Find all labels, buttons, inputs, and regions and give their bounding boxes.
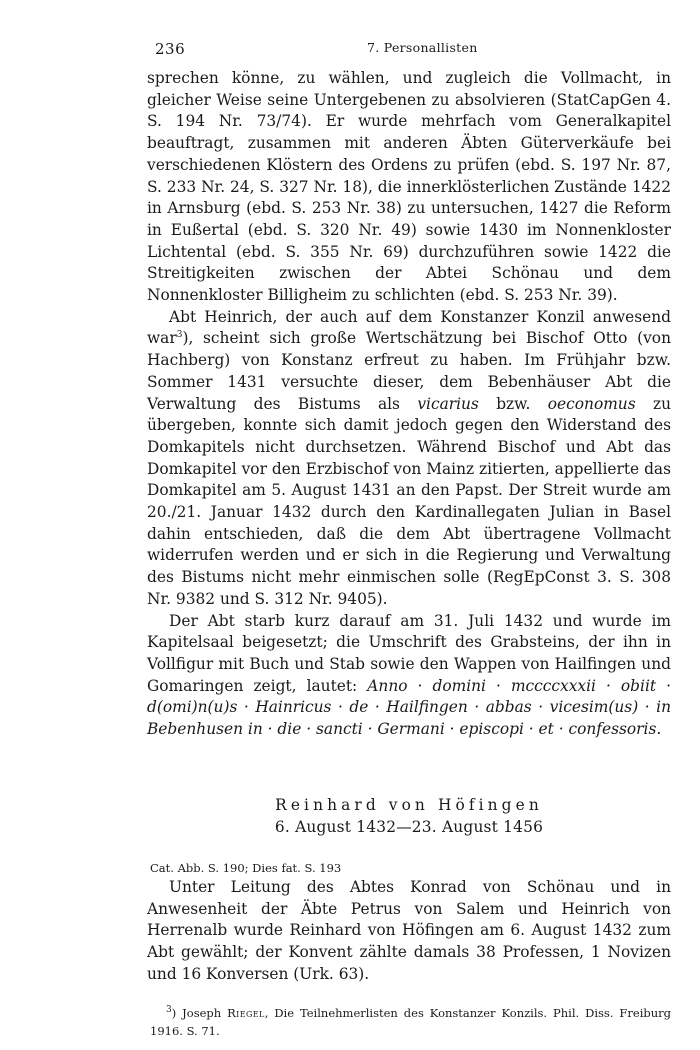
section-paragraph: Unter Leitung des Abtes Konrad von Schönau und in Anwesenheit der Äbte Petrus von Salem und Heinrich von Herrenalb wurde Reinhard von Höfingen am 6. August 1432 zum Abt gewählt; der Konvent zählte damals 38 Professen, 1 Novizen und 16 Konversen (Urk. 63). — [147, 877, 671, 983]
paragraph-2-part-d: zu übergeben, konnte sich damit jedoch gegen den Widerstand des Domkapitels nicht durchsetzen. Während Bischof und Abt das Domkapitel vor den Erzbischof von Mainz zitierten, appellierte das Domkapitel am 5. August 1431 an den Papst. Der Streit wurde am 20./21. Januar 1432 durch den Kardinallegaten Julian in Basel dahin entschieden, daß die dem Abt übertragene Vollmacht widerrufen werden und er sich in die Regierung und Verwaltung des Bistums nicht mehr einmischen solle (RegEpConst 3. S. 308 Nr. 9382 und S. 312 Nr. 9405). — [147, 394, 671, 608]
running-head — [147, 36, 671, 58]
paragraph-2 — [147, 307, 671, 611]
document-page — [147, 36, 671, 1040]
paragraph-2-part-a: Abt Heinrich, der auch auf dem Konstanzer Konzil anwesend war — [147, 307, 671, 348]
term-vicarius: vicarius — [417, 394, 479, 413]
term-oeconomus: oeconomus — [547, 394, 636, 413]
paragraph-2-part-c: bzw. — [478, 394, 548, 413]
footnote-reference[interactable]: 3 — [176, 330, 183, 341]
chapter-title: 7. Personallisten — [367, 40, 478, 55]
section-body — [147, 877, 671, 986]
footnote-part-a: ) Joseph — [171, 1006, 228, 1021]
paragraph-3-part-a: Der Abt starb kurz darauf am 31. Juli 1432 und wurde im Kapitelsaal beigesetzt; die Umschrift des Grabsteins, der ihn in Vollfigur mit Buch und Stab sowie den Wappen von Hailfingen und Gomaringen zeigt, lautet: — [147, 611, 671, 695]
section-heading — [147, 794, 671, 838]
section-name: Reinhard von Höfingen — [275, 795, 543, 814]
footnote-marker: 3 — [166, 1005, 172, 1016]
footnote-part-b: , Die Teilnehmerlisten des Konstanzer Konzils. Phil. Diss. Freiburg 1916. S. 71. — [150, 1006, 671, 1039]
footnote-author: Riegel — [227, 1006, 265, 1021]
footnote-text — [150, 1004, 671, 1040]
paragraph-1: sprechen könne, zu wählen, und zugleich die Vollmacht, in gleicher Weise seine Untergebenen zu absolvieren (StatCapGen 4. S. 194 Nr. 73/74). Er wurde mehrfach vom Generalkapitel beauftragt, zusammen mit anderen Äbten Güterverkäufe bei verschiedenen Klöstern des Ordens zu prüfen (ebd. S. 197 Nr. 87, S. 233 Nr. 24, S. 327 Nr. 18), die innerklösterlichen Zustände 1422 in Arnsburg (ebd. S. 253 Nr. 38) zu untersuchen, 1427 die Reform in Eußertal (ebd. S. 320 Nr. 49) sowie 1430 im Nonnenkloster Lichtental (ebd. S. 355 Nr. 69) durchzuführen sowie 1422 die Streitigkeiten zwischen der Abtei Schönau und dem Nonnenkloster Billigheim zu schlichten (ebd. S. 253 Nr. 39). — [147, 69, 671, 305]
footnote — [147, 1004, 671, 1040]
grave-inscription: Anno · domini · mccccxxxii · obiit · d(omi)n(u)s · Hainricus · de · Hailfingen · abbas · vicesim(us) · in Bebenhusen in · die · sancti · Germani · episcopi · et · confessoris. — [147, 676, 671, 739]
main-text — [147, 68, 671, 741]
paragraph-2-part-b: ), scheint sich große Wertschätzung bei Bischof Otto (von Hachberg) von Konstanz erfreut zu haben. Im Frühjahr bzw. Sommer 1431 versuchte dieser, dem Bebenhäuser Abt die Verwaltung des Bistums als — [147, 329, 671, 413]
page-number: 236 — [155, 40, 186, 58]
section-dates: 6. August 1432—23. August 1456 — [274, 817, 544, 836]
section-references: Cat. Abb. S. 190; Dies fat. S. 193 — [150, 860, 342, 875]
paragraph-3 — [147, 611, 671, 741]
